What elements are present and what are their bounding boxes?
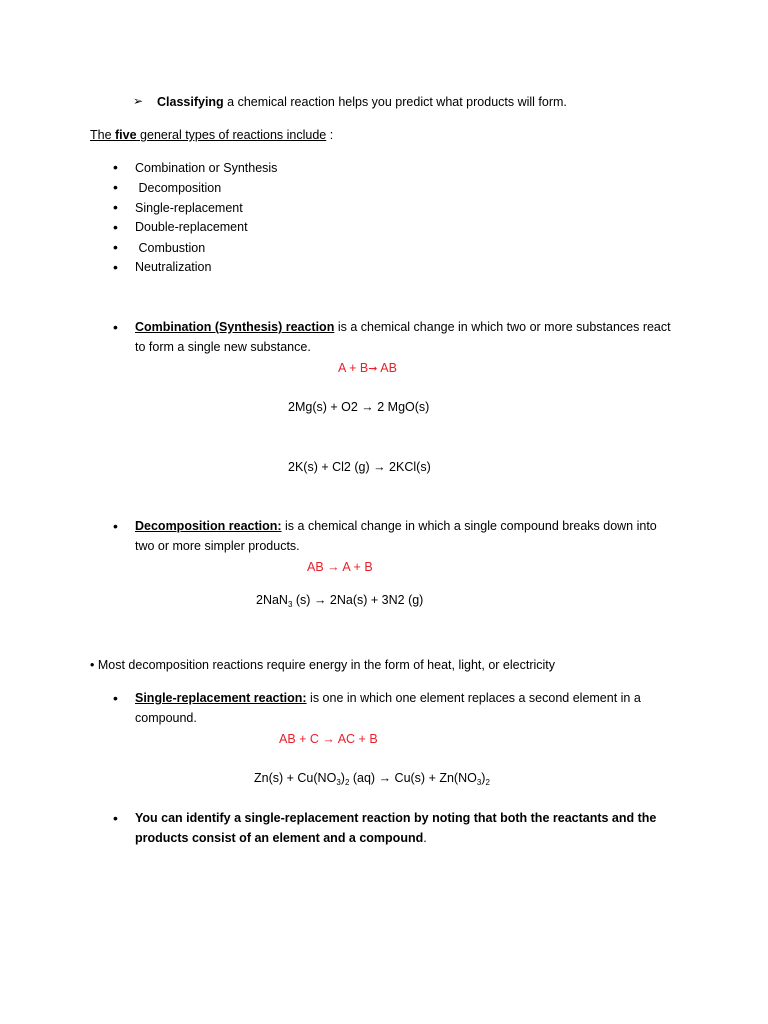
decomposition-definition-line1 <box>135 517 657 535</box>
combination-general-left: A + B <box>338 361 369 375</box>
identify-line2 <box>135 829 427 847</box>
arrowhead-bullet-icon: ➢ <box>133 94 144 108</box>
single-replacement-definition-line1 <box>135 689 641 707</box>
single-replacement-def: is one in which one element replaces a second element in a <box>306 691 641 705</box>
intro-text: a chemical reaction helps you predict what products will form. <box>223 95 567 109</box>
list-item: Combustion <box>135 241 206 255</box>
decomposition-term: Decomposition reaction: <box>135 519 282 533</box>
decomposition-example-post: (s) → 2Na(s) + 3N2 (g) <box>292 593 424 607</box>
types-heading-bold: five <box>115 128 137 142</box>
list-item: Neutralization <box>135 260 212 274</box>
subscript: 2 <box>485 778 490 787</box>
intro-bold: Classifying <box>157 95 224 109</box>
combination-term: Combination (Synthesis) reaction <box>135 320 335 334</box>
combination-example-1: 2Mg(s) + O2 → 2 MgO(s) <box>288 400 430 414</box>
decomposition-example <box>256 591 423 609</box>
ex-part: Zn(s) + Cu(NO <box>254 771 337 785</box>
combination-def: is a chemical change in which two or more substances react <box>334 320 671 334</box>
ex-part: ) <box>340 771 345 785</box>
combination-general-right: AB <box>377 361 397 375</box>
decomposition-definition-line2: two or more simpler products. <box>135 539 300 553</box>
decomposition-note: • Most decomposition reactions require energy in the form of heat, light, or electricity <box>90 658 556 672</box>
bold-arrow-icon: ➞ <box>368 363 378 375</box>
list-item: Single-replacement <box>135 201 243 215</box>
decomposition-example-pre: 2NaN <box>256 593 288 607</box>
round-bullet-icon: • <box>113 239 118 255</box>
round-bullet-icon: • <box>113 159 118 175</box>
round-bullet-icon: • <box>113 319 118 335</box>
types-heading-colon: : <box>326 128 334 142</box>
combination-definition-line1 <box>135 318 671 336</box>
round-bullet-icon: • <box>113 810 118 826</box>
decomposition-general-equation: AB → A + B <box>307 560 373 574</box>
round-bullet-icon: • <box>113 199 118 215</box>
combination-definition-line2: to form a single new substance. <box>135 340 311 354</box>
types-heading <box>90 126 333 144</box>
intro-line <box>157 93 567 111</box>
round-bullet-icon: • <box>113 179 118 195</box>
subscript: 2 <box>344 778 350 787</box>
subscript: 3 <box>476 778 482 787</box>
round-bullet-icon: • <box>113 518 118 534</box>
ex-part: (aq) → Cu(s) + Zn(NO <box>349 771 477 785</box>
list-item: Decomposition <box>135 181 222 195</box>
identify-line1: You can identify a single-replacement reaction by noting that both the reactants and the <box>135 811 657 825</box>
identify-period: . <box>423 831 427 845</box>
list-item: Double-replacement <box>135 220 248 234</box>
round-bullet-icon: • <box>113 259 118 275</box>
round-bullet-icon: • <box>113 219 118 235</box>
ex-part: ) <box>481 771 486 785</box>
list-item: Combination or Synthesis <box>135 161 278 175</box>
types-heading-post: general types of reactions include <box>136 128 327 142</box>
subscript: 3 <box>336 778 341 787</box>
single-replacement-example <box>254 769 490 787</box>
identify-line2-text: products consist of an element and a compound <box>135 831 424 845</box>
subscript: 3 <box>287 600 293 609</box>
single-replacement-general-equation: AB + C → AC + B <box>279 732 378 746</box>
single-replacement-term: Single-replacement reaction: <box>135 691 307 705</box>
round-bullet-icon: • <box>113 690 118 706</box>
types-heading-pre: The <box>90 128 116 142</box>
single-replacement-definition-line2: compound. <box>135 711 197 725</box>
combination-example-2: 2K(s) + Cl2 (g) → 2KCl(s) <box>288 460 431 474</box>
combination-general-equation <box>338 359 397 378</box>
decomposition-def: is a chemical change in which a single compound breaks down into <box>281 519 657 533</box>
